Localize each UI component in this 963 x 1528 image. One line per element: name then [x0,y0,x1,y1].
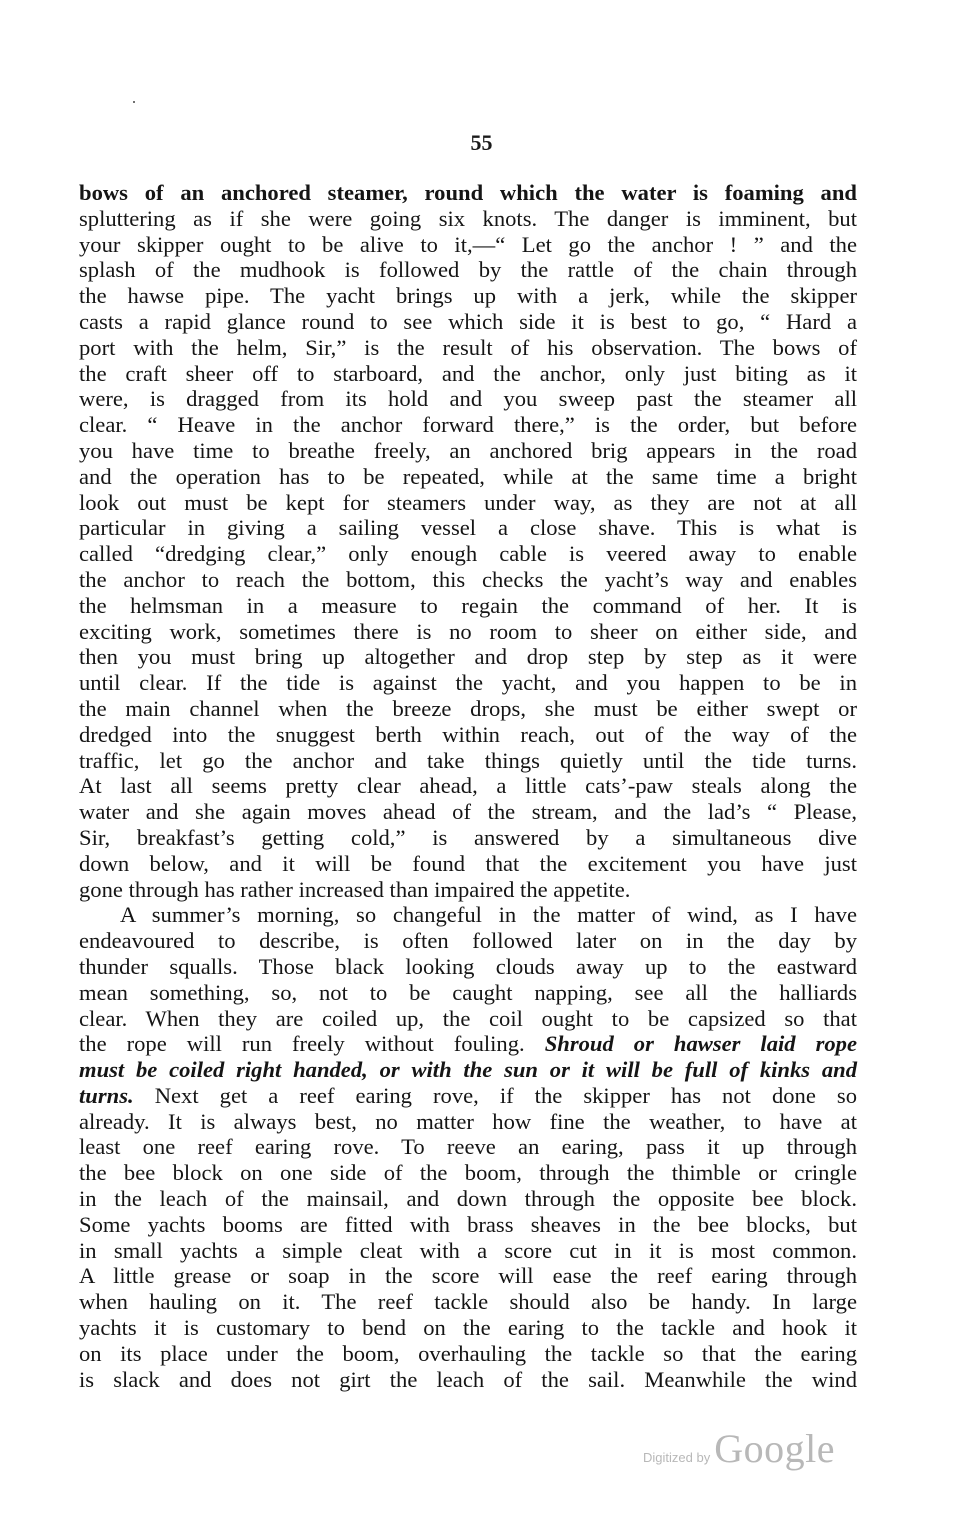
text-line: splash of the mudhook is followed by the rattle of the chain through [79,257,857,283]
text-line: in the leach of the mainsail, and down through the opposite bee block. [79,1186,857,1212]
body-text [79,180,857,1392]
watermark-prefix: Digitized by [643,1450,711,1465]
text-line: down below, and it will be found that the excitement you have just [79,850,857,876]
text-line: already. It is always best, no matter how fine the weather, to have at [79,1108,857,1134]
text-line: until clear. If the tide is against the yacht, and you happen to be in [79,670,857,696]
text-line: and the operation has to be repeated, while at the same time a bright [79,463,857,489]
text-line: bows of an anchored steamer, round which the water is foaming and [79,180,857,205]
text-line: particular in giving a sailing vessel a close shave. This is what is [79,515,857,541]
text-line: casts a rapid glance round to see which side it is best to go, “ Hard a [79,308,857,334]
text-line: mean something, so, not to be caught napping, see all the halliards [79,979,857,1005]
text-line: clear. “ Heave in the anchor forward there,” is the order, but before [79,412,857,438]
text-line: on its place under the boom, overhauling the tackle so that the earing [79,1340,857,1366]
text-line: exciting work, sometimes there is no room to sheer on either side, and [79,618,857,644]
text-line: spluttering as if she were going six knots. The danger is imminent, but [79,205,857,231]
text-line: traffic, let go the anchor and take things quietly until the tide turns. [79,747,857,773]
text-line: port with the helm, Sir,” is the result of his observation. The bows of [79,334,857,360]
text-line: your skipper ought to be alive to it,—“ Let go the anchor ! ” and the [79,231,857,257]
italic-segment: turns. [79,1082,134,1108]
text-line: endeavoured to describe, is often followed later on in the day by [79,928,857,954]
text-line: the main channel when the breeze drops, she must be either swept or [79,695,857,721]
text-line-italic [79,1057,857,1083]
text-line: when hauling on it. The reef tackle should also be handy. In large [79,1289,857,1315]
text-line: thunder squalls. Those black looking clouds away up to the eastward [79,953,857,979]
italic-segment: must be coiled right handed, or with the sun or it will be full of kinks and [79,1057,857,1083]
text-segment: Next get a reef earing rove, if the skipper has not done so [154,1082,857,1108]
text-line-mixed [79,1083,857,1109]
text-line: least one reef earing rove. To reeve an earing, pass it up through [79,1134,857,1160]
text-line: A summer’s morning, so changeful in the matter of wind, as I have [120,902,857,928]
text-line: Sir, breakfast’s getting cold,” is answered by a simultaneous dive [79,824,857,850]
text-line: is slack and does not girt the leach of the sail. Meanwhile the wind [79,1366,857,1392]
text-line: Some yachts booms are fitted with brass sheaves in the bee blocks, but [79,1211,857,1237]
digitized-watermark [643,1425,835,1471]
text-line: you have time to breathe freely, an anchored brig appears in the road [79,437,857,463]
text-line: then you must bring up altogether and drop step by step as it were [79,644,857,670]
text-line: look out must be kept for steamers under way, as they are not at all [79,489,857,515]
text-line: called “dredging clear,” only enough cable is veered away to enable [79,541,857,567]
text-line: the craft sheer off to starboard, and the anchor, only just biting as it [79,360,857,386]
text-line: were, is dragged from its hold and you sweep past the steamer all [79,386,857,412]
text-segment: the rope will run freely without fouling. [79,1031,525,1057]
text-line: At last all seems pretty clear ahead, a little cats’-paw steals along the [79,773,857,799]
text-line: clear. When they are coiled up, the coil ought to be capsized so that [79,1005,857,1031]
text-line: yachts it is customary to bend on the earing to the tackle and hook it [79,1315,857,1341]
text-line: dredged into the snuggest berth within reach, out of the way of the [79,721,857,747]
text-line: gone through has rather increased than impaired the appetite. [79,876,631,902]
text-line: the helmsman in a measure to regain the command of her. It is [79,592,857,618]
italic-segment: Shroud or hawser laid rope [544,1031,858,1057]
text-line: water and she again moves ahead of the stream, and the lad’s “ Please, [79,799,857,825]
page-number: 55 [470,130,493,155]
text-line: A little grease or soap in the score will ease the reef earing through [79,1263,857,1289]
page-speck [133,101,135,103]
text-line: the hawse pipe. The yacht brings up with a jerk, while the skipper [79,283,857,309]
google-logo: Google [714,1426,835,1471]
text-line: the anchor to reach the bottom, this checks the yacht’s way and enables [79,566,857,592]
text-line: in small yachts a simple cleat with a score cut in it is most common. [79,1237,857,1263]
text-line: the bee block on one side of the boom, through the thimble or cringle [79,1160,857,1186]
text-line-mixed [79,1031,857,1057]
